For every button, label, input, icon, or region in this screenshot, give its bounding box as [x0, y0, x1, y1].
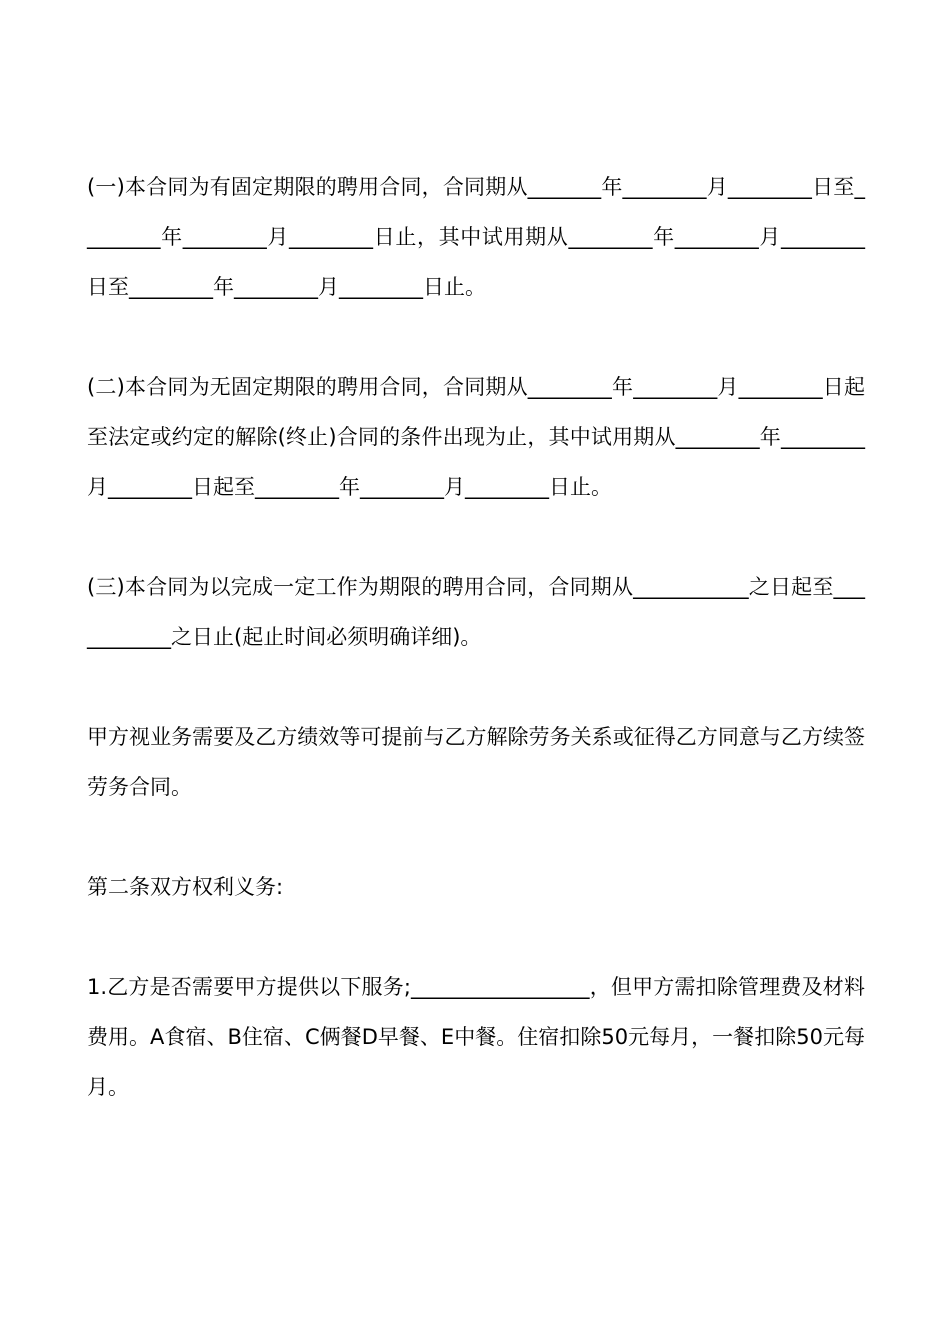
clause-task-term: (三)本合同为以完成一定工作为期限的聘用合同，合同期从___________之日起至___________之日止(起止时间必须明确详细)。: [87, 575, 865, 649]
service-deduction-paragraph: 1.乙方是否需要甲方提供以下服务;_________________，但甲方需扣除管理费及材料费用。A食宿、B住宿、C俩餐D早餐、E中餐。住宿扣除50元每月，一餐扣除50元每月。: [87, 975, 865, 1099]
clause-open-term: (二)本合同为无固定期限的聘用合同，合同期从________年________月________日起至法定或约定的解除(终止)合同的条件出现为止，其中试用期从________年________月________日起至________年________月________日止。: [87, 375, 865, 499]
early-termination-paragraph: 甲方视业务需要及乙方绩效等可提前与乙方解除劳务关系或征得乙方同意与乙方续签劳务合同。: [87, 725, 865, 799]
clause-fixed-term: (一)本合同为有固定期限的聘用合同，合同期从_______年________月________日至________年________月________日止，其中试用期从________年________月________日至________年________月________日止。: [87, 175, 865, 299]
article-two-heading: 第二条双方权利义务:: [87, 875, 284, 899]
document-body: [87, 162, 865, 1162]
